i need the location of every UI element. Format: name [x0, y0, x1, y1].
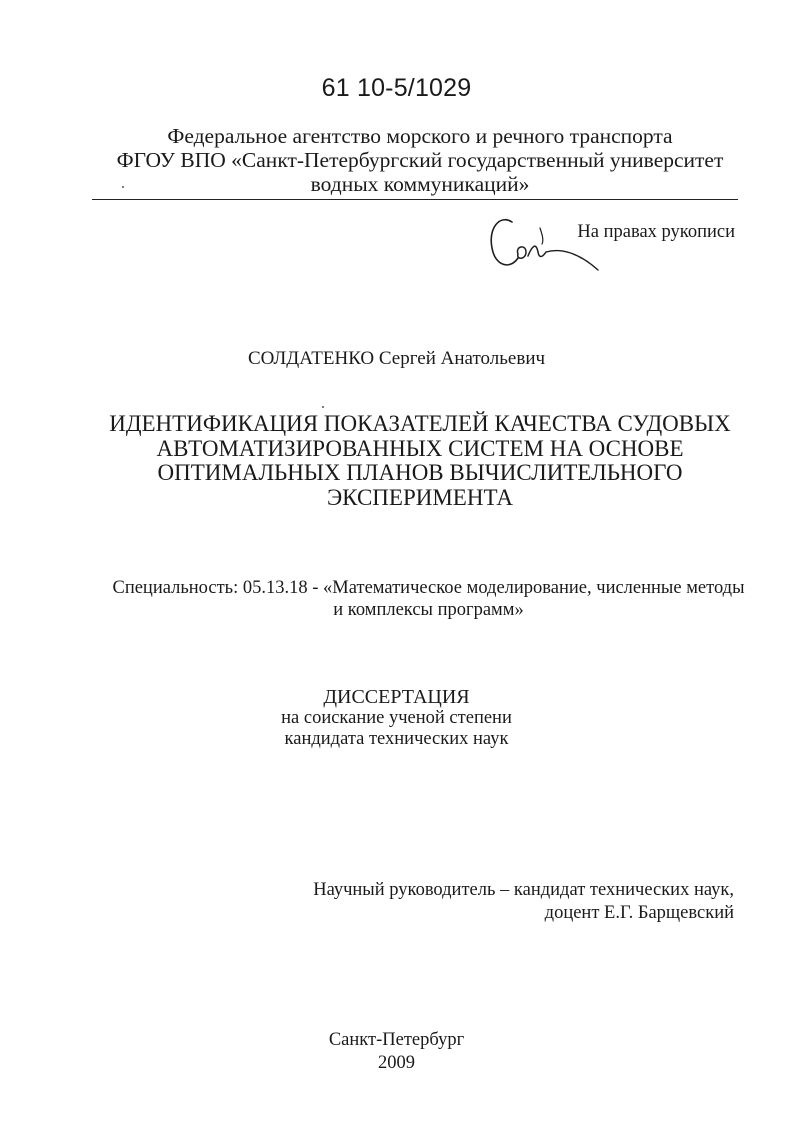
organization-line-2: ФГОУ ВПО «Санкт-Петербургский государственный университет — [116, 148, 724, 172]
supervisor-block — [290, 879, 734, 925]
title-line-2: АВТОМАТИЗИРОВАННЫХ СИСТЕМ НА ОСНОВЕ — [156, 435, 684, 461]
supervisor-line-2: доцент Е.Г. Барщевский — [544, 903, 734, 923]
supervisor-line-1: Научный руководитель – кандидат технических наук, — [313, 880, 734, 900]
specialty-block — [60, 578, 793, 621]
dissertation-degree-block — [0, 686, 793, 750]
scan-speck — [122, 186, 124, 188]
title-line-1: ИДЕНТИФИКАЦИЯ ПОКАЗАТЕЛЕЙ КАЧЕСТВА СУДОВЫХ — [109, 411, 731, 436]
organization-block — [60, 124, 780, 196]
degree-line-1: на соискание ученой степени — [281, 708, 512, 728]
specialty-line-2: и комплексы программ» — [333, 599, 524, 620]
manuscript-note: На правах рукописи — [577, 222, 735, 242]
header-divider — [92, 199, 738, 200]
degree-line-2: кандидата технических наук — [284, 729, 509, 749]
city: Санкт-Петербург — [328, 1030, 465, 1050]
title-line-4: ЭКСПЕРИМЕНТА — [327, 484, 513, 510]
organization-line-3: водных коммуникаций» — [310, 172, 530, 196]
footer-place-year — [0, 1029, 793, 1075]
signature-icon — [482, 208, 602, 280]
author-name: СОЛДАТЕНКО Сергей Анатольевич — [247, 348, 546, 369]
scan-speck — [322, 406, 324, 408]
dissertation-heading: ДИССЕРТАЦИЯ — [323, 686, 470, 708]
organization-line-1: Федеральное агентство морского и речного транспорта — [167, 124, 673, 148]
archive-stamp-code: 61 10-5/1029 — [321, 74, 472, 102]
dissertation-title — [60, 412, 780, 510]
year: 2009 — [378, 1053, 415, 1073]
title-line-3: ОПТИМАЛЬНЫХ ПЛАНОВ ВЫЧИСЛИТЕЛЬНОГО — [157, 460, 683, 485]
specialty-line-1: Специальность: 05.13.18 - «Математическое моделирование, численные методы — [112, 578, 745, 598]
